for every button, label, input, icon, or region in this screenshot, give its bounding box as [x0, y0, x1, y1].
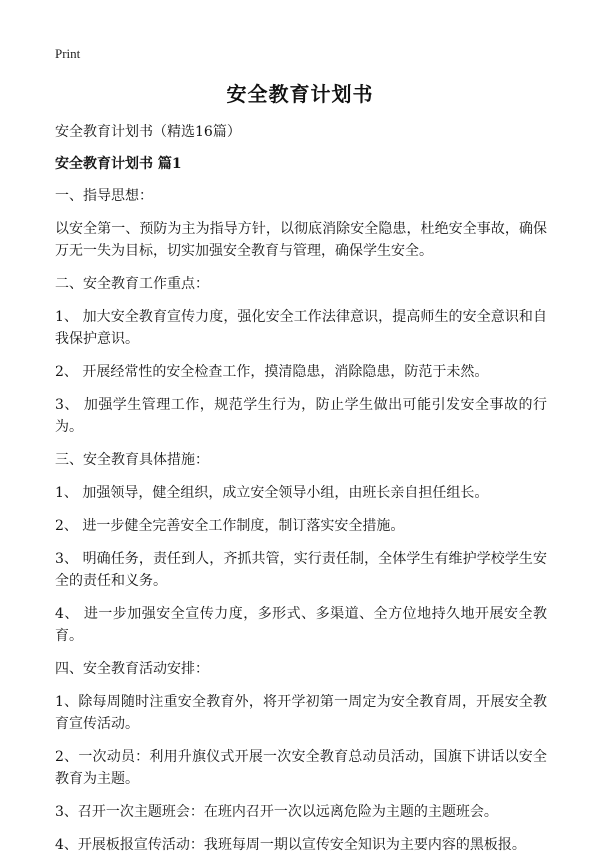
section-heading-key-points: 二、安全教育工作重点：: [55, 276, 209, 292]
section-heading-activities: 四、安全教育活动安排：: [55, 661, 209, 677]
measure-3: 3、 明确任务，责任到人，齐抓共管，实行责任制，全体学生有维护学校学生安全的责任和义务。: [55, 551, 547, 589]
key-point-1: 1、 加大安全教育宣传力度，强化安全工作法律意识，提高师生的安全意识和自我保护意识。: [55, 309, 547, 347]
activity-1: 1、除每周随时注重安全教育外，将开学初第一周定为安全教育周，开展安全教育宣传活动。: [55, 694, 547, 732]
measure-1: 1、 加强领导，健全组织，成立安全领导小组，由班长亲自担任组长。: [55, 485, 489, 501]
activity-4: 4、开展板报宣传活动：我班每周一期以宣传安全知识为主要内容的黑板报。: [55, 837, 526, 853]
activity-2: 2、一次动员：利用升旗仪式开展一次安全教育总动员活动，国旗下讲话以安全教育为主题。: [55, 749, 547, 787]
key-point-3: 3、 加强学生管理工作，规范学生行为，防止学生做出可能引发安全事故的行为。: [55, 397, 547, 435]
measure-4: 4、 进一步加强安全宣传力度，多形式、多渠道、全方位地持久地开展安全教育。: [55, 606, 547, 644]
section-heading-guiding-ideology: 一、指导思想：: [55, 188, 153, 204]
document-body: [55, 121, 547, 867]
section-heading-measures: 三、安全教育具体措施：: [55, 452, 209, 468]
document-subtitle: 安全教育计划书（精选16篇）: [55, 124, 241, 140]
activity-3: 3、召开一次主题班会：在班内召开一次以远离危险为主题的主题班会。: [55, 804, 498, 820]
article-heading: 安全教育计划书 篇1: [55, 156, 182, 172]
key-point-2: 2、 开展经常性的安全检查工作，摸清隐患，消除隐患，防范于未然。: [55, 364, 489, 380]
document-title: 安全教育计划书: [226, 82, 374, 106]
measure-2: 2、 进一步健全完善安全工作制度，制订落实安全措施。: [55, 518, 405, 534]
print-link[interactable]: Print: [55, 46, 81, 61]
paragraph-guiding-ideology: 以安全第一、预防为主为指导方针，以彻底消除安全隐患，杜绝安全事故，确保万无一失为目标，切实加强安全教育与管理，确保学生安全。: [55, 221, 547, 259]
